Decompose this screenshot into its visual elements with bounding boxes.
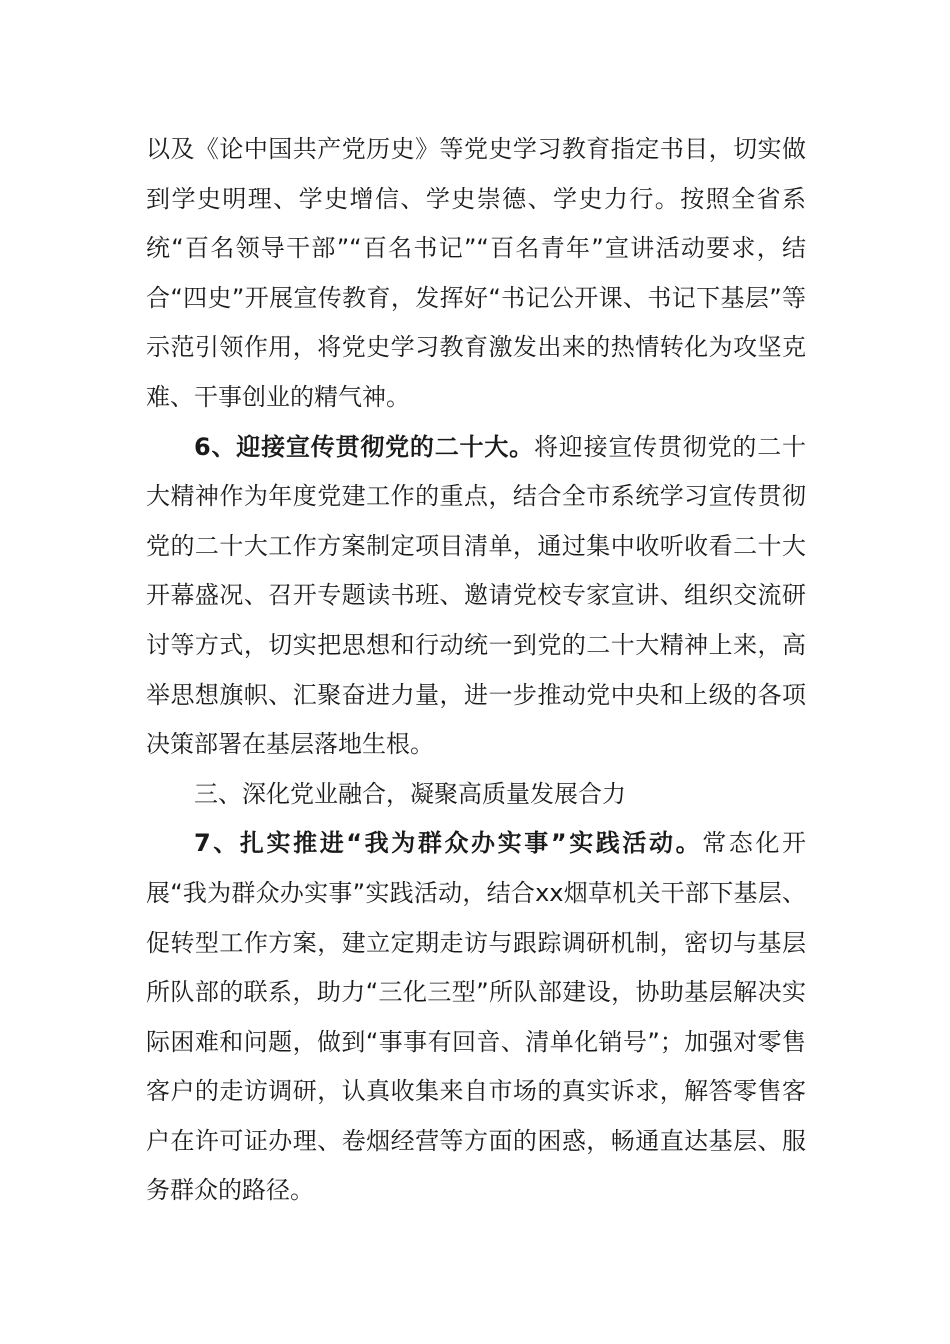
paragraph-party-history-study: 以及《论中国共产党历史》等党史学习教育指定书目，切实做到学史明理、学史增信、学史崇德、学史力行。按照全省系统“百名领导干部”“百名书记”“百名青年”宣讲活动要求，结合“四史”开展宣传教育，发挥好“书记公开课、书记下基层”等示范引领作用，将党史学习教育激发出来的热情转化为攻坚克难、干事创业的精气神。 (146, 135, 806, 411)
item-7-heading: 7、扎实推进“我为群众办实事”实践活动。 (194, 829, 703, 858)
paragraph-item-6 (146, 423, 806, 770)
document-body (146, 125, 806, 1216)
paragraph-item-7 (146, 819, 806, 1216)
section-3-heading: 三、深化党业融合，凝聚高质量发展合力 (194, 779, 626, 808)
item-6-heading: 6、迎接宣传贯彻党的二十大。 (194, 432, 534, 461)
item-6-body: 将迎接宣传贯彻党的二十大精神作为年度党建工作的重点，结合全市系统学习宣传贯彻党的二十大工作方案制定项目清单，通过集中收听收看二十大开幕盛况、召开专题读书班、邀请党校专家宣讲、组织交流研讨等方式，切实把思想和行动统一到党的二十大精神上来，高举思想旗帜、汇聚奋进力量，进一步推动党中央和上级的各项决策部署在基层落地生根。 (146, 432, 807, 759)
item-7-body: 常态化开展“我为群众办实事”实践活动，结合xx烟草机关干部下基层、促转型工作方案，建立定期走访与跟踪调研机制，密切与基层所队部的联系，助力“三化三型”所队部建设，协助基层解决实际困难和问题，做到“事事有回音、清单化销号”；加强对零售客户的走访调研，认真收集来自市场的真实诉求，解答零售客户在许可证办理、卷烟经营等方面的困惑，畅通直达基层、服务群众的路径。 (146, 829, 806, 1205)
